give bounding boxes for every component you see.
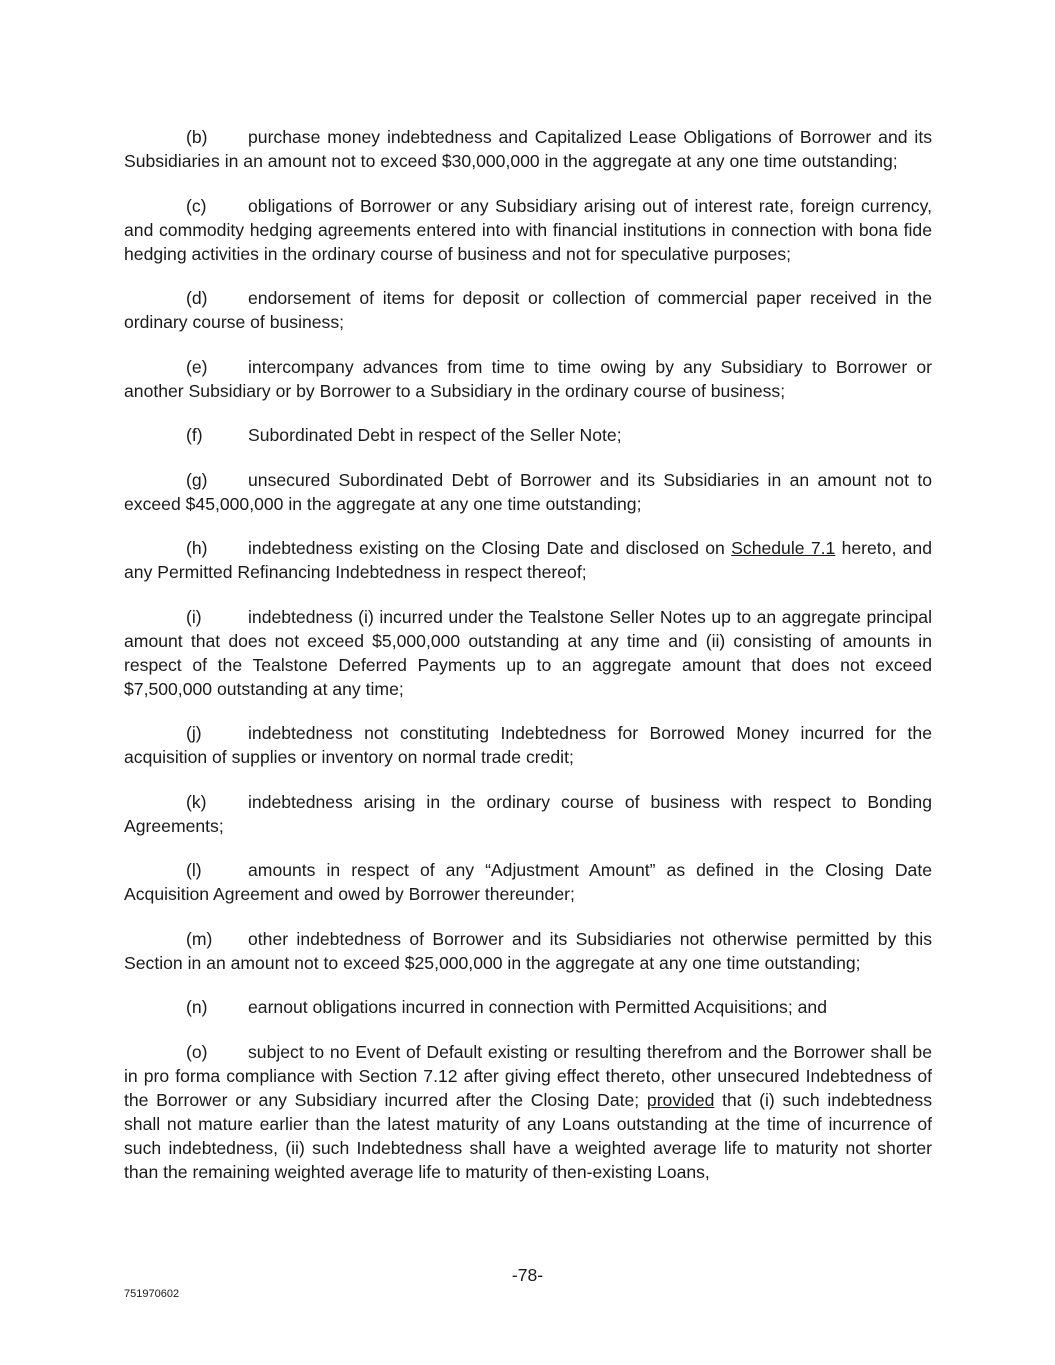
clause-text: amounts in respect of any “Adjustment Amount” as defined in the Closing Date Acquisition Agreement and owed by Borrower thereunder; — [124, 860, 932, 904]
clause-k — [124, 790, 932, 838]
clause-label: (b) — [186, 127, 208, 147]
clause-label: (f) — [186, 425, 203, 445]
clause-label: (j) — [186, 723, 202, 743]
document-body — [124, 125, 932, 1204]
clause-label: (m) — [186, 928, 213, 949]
clause-text: indebtedness existing on the Closing Date and disclosed on — [248, 538, 732, 558]
clause-text: intercompany advances from time to time owing by any Subsidiary to Borrower or another Subsidiary or by Borrower to a Subsidiary in the ordinary course of business; — [124, 356, 932, 401]
clause-text: unsecured Subordinated Debt of Borrower and its Subsidiaries in an amount not to exceed $45,000,000 in the aggregate at any one time outstanding; — [124, 469, 932, 514]
clause-label: (k) — [186, 791, 207, 812]
clause-i — [124, 605, 932, 701]
clause-c — [124, 194, 932, 266]
clause-f — [124, 423, 932, 447]
clause-label: (c) — [186, 195, 207, 216]
clause-label: (d) — [186, 288, 208, 308]
clause-label: (h) — [186, 538, 208, 558]
clause-label: (e) — [186, 356, 208, 377]
clause-text-cont: that (i) such indebtedness shall not mature earlier than the latest maturity of any Loans outstanding at the time of incurrence of such indebtedness, (ii) such Indebtedness shall have a weighted average life to maturity not shorter than the remaining weighted average life to maturity of then-existing Loans, — [124, 1089, 932, 1182]
clause-text: endorsement of items for deposit or collection of commercial paper received in the ordinary course of business; — [124, 288, 932, 332]
clause-text: subject to no Event of Default existing or resulting therefrom and the Borrower shall be in pro forma compliance with Section 7.12 after giving effect thereto, other unsecured Indebtedness of the Borrower or any Subsidiary incurred after the Closing Date; — [124, 1041, 932, 1110]
clause-label: (i) — [186, 606, 202, 627]
clause-h — [124, 536, 932, 584]
provided-term: provided — [646, 1089, 715, 1110]
clause-e — [124, 355, 932, 403]
clause-label: (g) — [186, 469, 208, 490]
clause-text: obligations of Borrower or any Subsidiary arising out of interest rate, foreign currency, and commodity hedging agreements entered into with financial institutions in connection with bona fide hedging activities in the ordinary course of business and not for speculative purposes; — [124, 195, 932, 264]
clause-label: (o) — [186, 1041, 208, 1062]
clause-text: Subordinated Debt in respect of the Seller Note; — [248, 425, 622, 445]
clause-n — [124, 995, 932, 1019]
clause-m — [124, 927, 932, 975]
schedule-reference: Schedule 7.1 — [731, 538, 836, 558]
document-id: 751970602 — [124, 1288, 180, 1300]
clause-text: indebtedness (i) incurred under the Tealstone Seller Notes up to an aggregate principal amount that does not exceed $5,000,000 outstanding at any time and (ii) consisting of amounts in respect of the Tealstone Deferred Payments up to an aggregate amount that does not exceed $7,500,000 outstanding at any time; — [124, 606, 932, 699]
clause-j — [124, 721, 932, 769]
clause-label: (n) — [186, 997, 208, 1017]
clause-text: indebtedness arising in the ordinary course of business with respect to Bonding Agreements; — [124, 791, 932, 836]
clause-text: earnout obligations incurred in connection with Permitted Acquisitions; and — [248, 997, 827, 1017]
clause-text: other indebtedness of Borrower and its Subsidiaries not otherwise permitted by this Section in an amount not to exceed $25,000,000 in the aggregate at any one time outstanding; — [124, 928, 932, 973]
clause-text: purchase money indebtedness and Capitalized Lease Obligations of Borrower and its Subsidiaries in an amount not to exceed $30,000,000 in the aggregate at any one time outstanding; — [124, 127, 932, 171]
page-number: -78- — [511, 1265, 544, 1285]
clause-text-cont: hereto, and any Permitted Refinancing Indebtedness in respect thereof; — [124, 538, 933, 582]
clause-g — [124, 468, 932, 516]
clause-l — [124, 858, 932, 906]
clause-o — [124, 1040, 932, 1184]
clause-d — [124, 286, 932, 334]
clause-text: indebtedness not constituting Indebtedness for Borrowed Money incurred for the acquisition of supplies or inventory on normal trade credit; — [124, 723, 932, 767]
clause-label: (l) — [186, 860, 202, 880]
clause-b — [124, 125, 932, 173]
